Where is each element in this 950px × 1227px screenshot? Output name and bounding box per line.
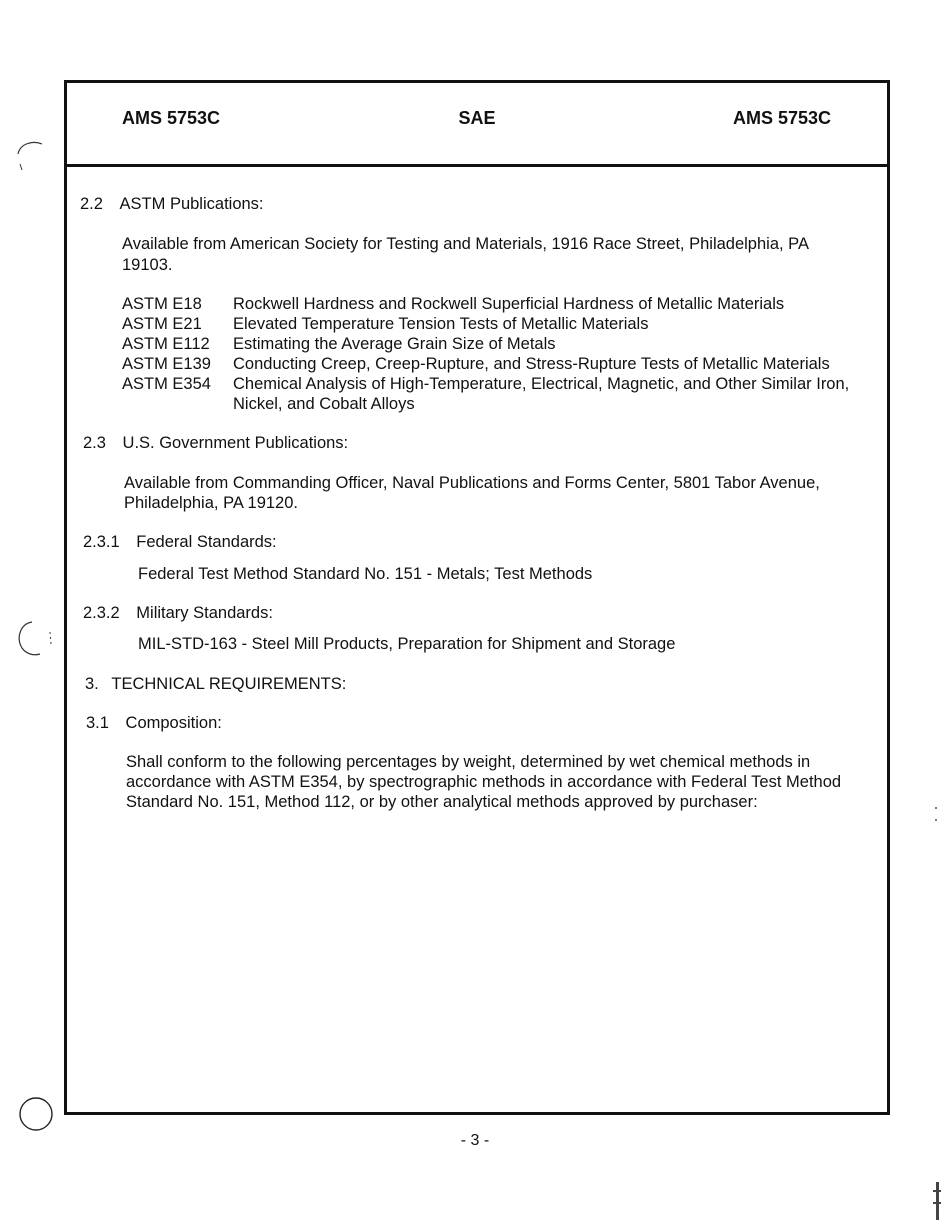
page-header	[67, 83, 887, 167]
section-title: Military Standards:	[136, 604, 273, 622]
section-number: 3.	[85, 675, 99, 693]
section-number: 2.3.2	[83, 604, 120, 622]
section-2-3-1-heading	[83, 532, 277, 552]
section-title: U.S. Government Publications:	[122, 434, 349, 452]
paragraph-line: Philadelphia, PA 19120.	[124, 494, 298, 512]
binder-hole-mark	[14, 618, 58, 662]
section-2-3-heading	[83, 433, 348, 453]
section-number: 2.2	[80, 195, 103, 213]
paragraph-line: Shall conform to the following percentages by weight, determined by wet chemical methods in	[126, 753, 811, 771]
reference-title-continued: Nickel, and Cobalt Alloys	[233, 395, 415, 413]
paragraph-line: Available from Commanding Officer, Naval Publications and Forms Center, 5801 Tabor Avenue,	[124, 474, 820, 492]
scan-artifact-mark	[930, 1180, 946, 1222]
binder-hole-mark	[14, 138, 50, 178]
reference-title: Elevated Temperature Tension Tests of Metallic Materials	[233, 315, 649, 333]
header-org: SAE	[458, 108, 496, 128]
page-number: - 3 -	[460, 1132, 490, 1149]
paragraph-line: accordance with ASTM E354, by spectrographic methods in accordance with Federal Test Method	[126, 773, 842, 791]
reference-code: ASTM E21	[122, 315, 202, 333]
section-number: 3.1	[86, 714, 109, 732]
section-title: Composition:	[125, 714, 222, 732]
reference-code: ASTM E354	[122, 375, 211, 393]
reference-title: Rockwell Hardness and Rockwell Superficial Hardness of Metallic Materials	[233, 295, 785, 313]
paragraph-line: Standard No. 151, Method 112, or by other analytical methods approved by purchaser:	[126, 793, 758, 811]
paragraph-line: 19103.	[122, 256, 173, 274]
section-2-2-heading	[80, 194, 264, 214]
section-3-heading	[85, 674, 346, 694]
section-number: 2.3.1	[83, 533, 120, 551]
section-2-3-2-heading	[83, 603, 273, 623]
section-number: 2.3	[83, 434, 106, 452]
header-doc-id-right: AMS 5753C	[732, 108, 831, 128]
binder-hole-mark	[14, 1092, 58, 1136]
reference-code: ASTM E139	[122, 355, 211, 373]
reference-title: Estimating the Average Grain Size of Metals	[233, 335, 556, 353]
standard-reference: Federal Test Method Standard No. 151 - Metals; Test Methods	[138, 565, 593, 583]
reference-code: ASTM E18	[122, 295, 202, 313]
section-title: Federal Standards:	[136, 533, 277, 551]
section-title: TECHNICAL REQUIREMENTS:	[111, 675, 347, 693]
scan-speck	[930, 804, 942, 826]
standard-reference: MIL-STD-163 - Steel Mill Products, Preparation for Shipment and Storage	[138, 635, 676, 653]
header-doc-id-left: AMS 5753C	[122, 108, 221, 128]
reference-title: Conducting Creep, Creep-Rupture, and Stress-Rupture Tests of Metallic Materials	[233, 355, 830, 373]
section-3-1-heading	[86, 713, 222, 733]
reference-title: Chemical Analysis of High-Temperature, Electrical, Magnetic, and Other Similar Iron,	[233, 375, 850, 393]
paragraph-line: Available from American Society for Testing and Materials, 1916 Race Street, Philadelphia, PA	[122, 235, 809, 253]
section-title: ASTM Publications:	[119, 195, 264, 213]
reference-code: ASTM E112	[122, 335, 210, 353]
